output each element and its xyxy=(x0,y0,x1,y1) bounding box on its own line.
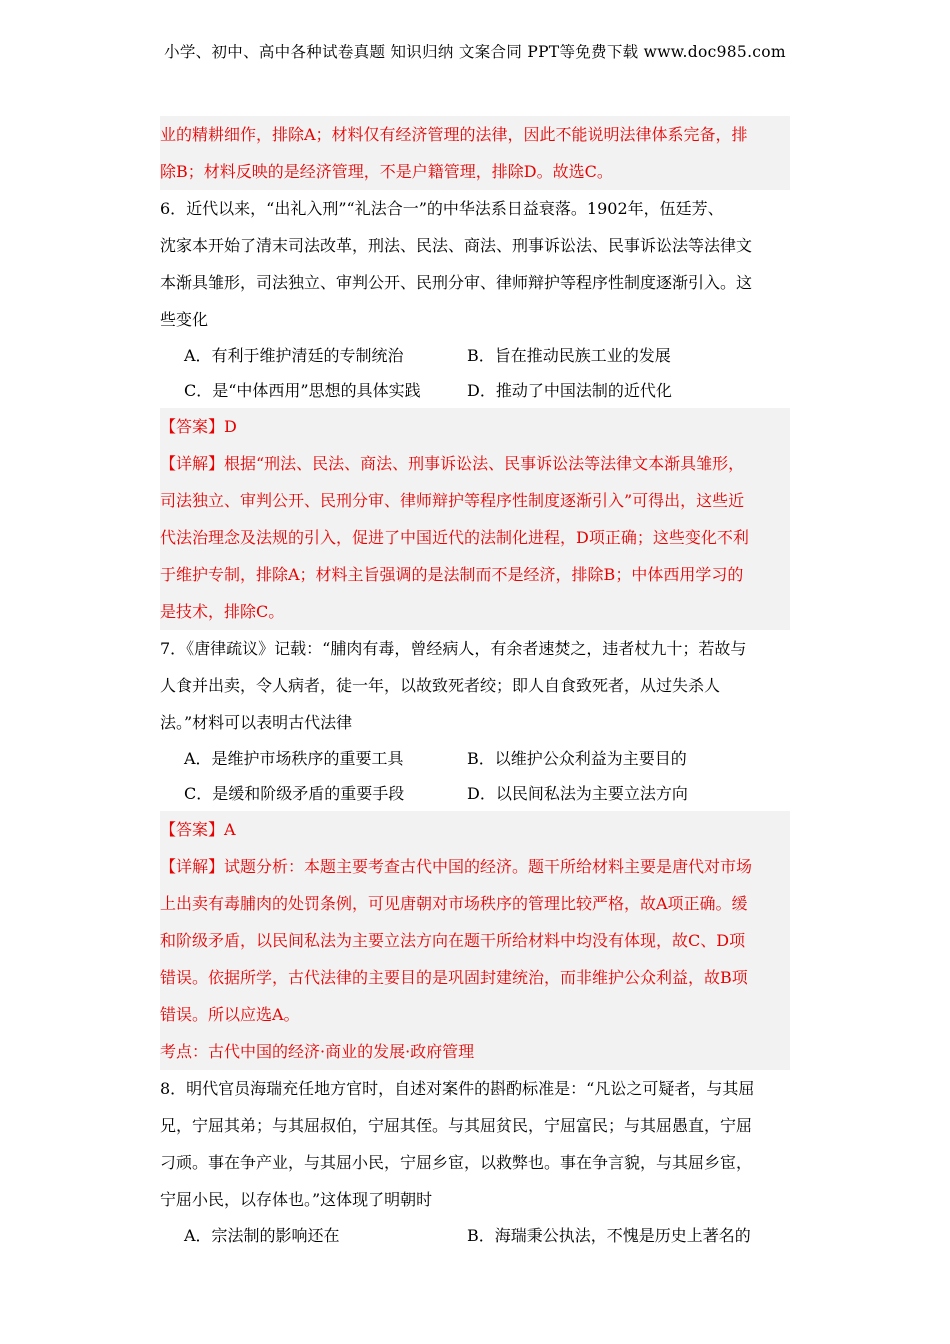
question-stem-line: 宁屈小民，以存体也。”这体现了明朝时 xyxy=(160,1190,433,1209)
question-8 xyxy=(160,1070,790,1253)
option-b: B．以维护公众利益为主要目的 xyxy=(467,749,687,768)
answer-block xyxy=(160,408,790,630)
question-7 xyxy=(160,630,790,1070)
question-stem-line: 人食并出卖，令人病者，徒一年，以故致死者绞；即人自食致死者，从过失杀人 xyxy=(160,676,721,695)
option-c: C．是缓和阶级矛盾的重要手段 xyxy=(184,784,405,803)
question-stem-line: 6．近代以来，“出礼入刑”“礼法合一”的中华法系日益衰落。1902年，伍廷芳、 xyxy=(160,199,724,218)
question-stem-line: 沈家本开始了清末司法改革，刑法、民法、商法、刑事诉讼法、民事诉讼法等法律文 xyxy=(160,236,753,255)
detail-line: 是技术，排除C。 xyxy=(160,602,285,621)
detail-line: 代法治理念及法规的引入，促进了中国近代的法制化进程，D项正确；这些变化不利 xyxy=(160,528,749,547)
question-stem-line: 兄，宁屈其弟；与其屈叔伯，宁屈其侄。与其屈贫民，宁屈富民；与其屈愚直，宁屈 xyxy=(160,1116,753,1135)
option-a: A．是维护市场秩序的重要工具 xyxy=(184,749,404,768)
options-row xyxy=(160,338,790,373)
option-b: B．海瑞秉公执法，不愧是历史上著名的 xyxy=(467,1226,751,1245)
option-d: D．以民间私法为主要立法方向 xyxy=(467,784,688,803)
options-row xyxy=(160,373,790,408)
option-b: B．旨在推动民族工业的发展 xyxy=(467,346,671,365)
detail-line: 业的精耕细作，排除A；材料仅有经济管理的法律，因此不能说明法律体系完备，排 xyxy=(160,125,748,144)
detail-line: 司法独立、审判公开、民刑分审、律师辩护等程序性制度逐渐引入”可得出，这些近 xyxy=(160,491,745,510)
prev-detail-block xyxy=(160,116,790,190)
detail-line: 除B；材料反映的是经济管理，不是户籍管理，排除D。故选C。 xyxy=(160,162,613,181)
page-header: 小学、初中、高中各种试卷真题 知识归纳 文案合同 PPT等免费下载 www.doc985.com xyxy=(164,43,786,61)
question-6 xyxy=(160,190,790,630)
detail-line: 和阶级矛盾，以民间私法为主要立法方向在题干所给材料中均没有体现，故C、D项 xyxy=(160,931,746,950)
detail-line: 于维护专制，排除A；材料主旨强调的是法制而不是经济，排除B；中体西用学习的 xyxy=(160,565,744,584)
content xyxy=(160,116,790,1253)
question-stem-line: 本渐具雏形，司法独立、审判公开、民刑分审、律师辩护等程序性制度逐渐引入。这 xyxy=(160,273,753,292)
detail-line: 考点：古代中国的经济·商业的发展·政府管理 xyxy=(160,1042,475,1061)
question-stem-line: 刁顽。事在争产业，与其屈小民，宁屈乡宦，以救弊也。事在争言貌，与其屈乡宦， xyxy=(160,1153,753,1172)
answer-line: 【答案】D xyxy=(160,417,237,436)
question-stem-line: 法。”材料可以表明古代法律 xyxy=(160,713,353,732)
options-row xyxy=(160,741,790,776)
question-stem-line: 8．明代官员海瑞充任地方官时，自述对案件的斟酌标准是：“凡讼之可疑者，与其屈 xyxy=(160,1079,755,1098)
option-d: D．推动了中国法制的近代化 xyxy=(467,381,672,400)
detail-line: 上出卖有毒脯肉的处罚条例，可见唐朝对市场秩序的管理比较严格，故A项正确。缓 xyxy=(160,894,748,913)
option-a: A．宗法制的影响还在 xyxy=(184,1226,340,1245)
question-stem-line: 些变化 xyxy=(160,310,209,329)
answer-line: 【答案】A xyxy=(160,820,236,839)
options-row xyxy=(160,776,790,811)
detail-line: 【详解】根据“刑法、民法、商法、刑事诉讼法、民事诉讼法等法律文本渐具雏形， xyxy=(160,454,745,473)
answer-block xyxy=(160,811,790,1070)
options-row xyxy=(160,1218,790,1253)
detail-line: 错误。所以应选A。 xyxy=(160,1005,300,1024)
option-a: A．有利于维护清廷的专制统治 xyxy=(184,346,404,365)
detail-line: 【详解】试题分析：本题主要考查古代中国的经济。题干所给材料主要是唐代对市场 xyxy=(160,857,753,876)
option-c: C．是“中体西用”思想的具体实践 xyxy=(184,381,421,400)
question-stem-line: 7．《唐律疏议》记载：“脯肉有毒，曾经病人，有余者速焚之，违者杖九十；若故与 xyxy=(160,639,747,658)
detail-line: 错误。依据所学，古代法律的主要目的是巩固封建统治，而非维护公众利益，故B项 xyxy=(160,968,748,987)
